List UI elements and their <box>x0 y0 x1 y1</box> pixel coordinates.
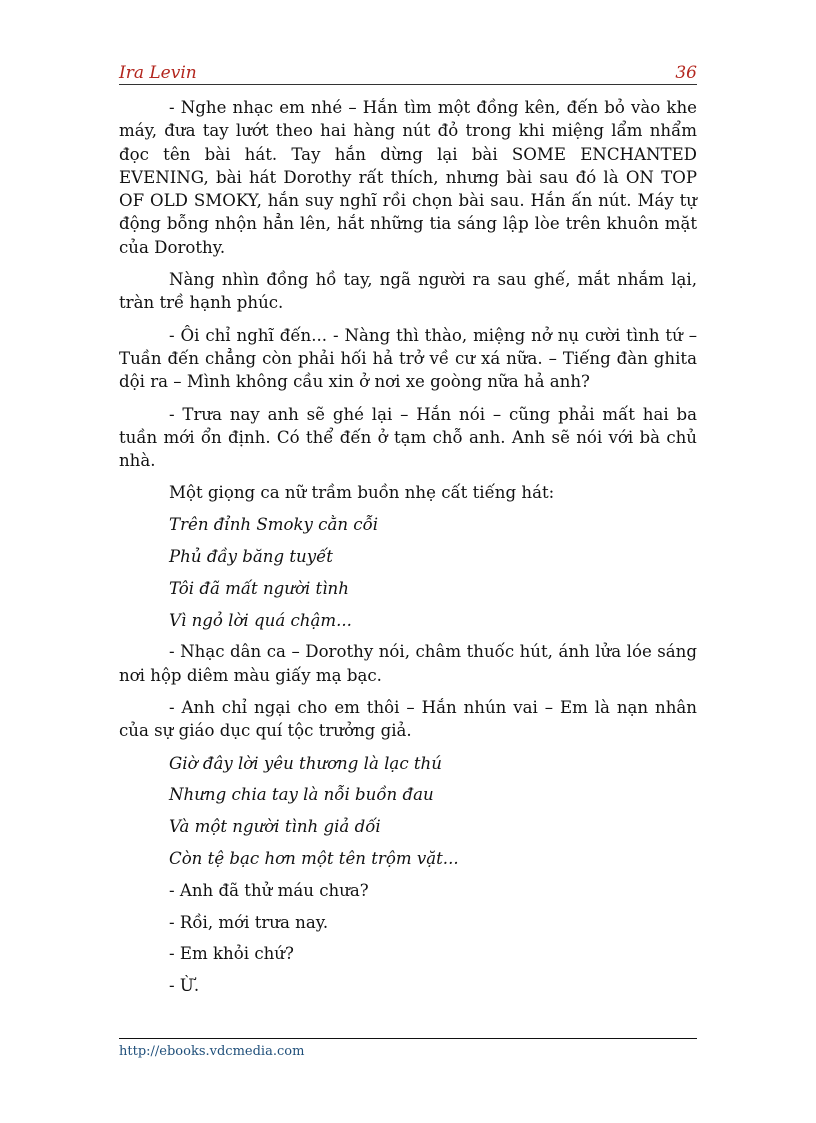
dialogue-line: - Anh đã thử máu chưa? <box>169 880 369 900</box>
header-page-number: 36 <box>675 63 697 83</box>
verse-line: Trên đỉnh Smoky cằn cỗi <box>169 515 379 535</box>
dialogue-line: - Rồi, mới trưa nay. <box>169 912 329 932</box>
page-header <box>119 56 697 85</box>
verse-line: Và một người tình giả dối <box>169 817 381 837</box>
dialogue-line: - Em khỏi chứ? <box>169 944 294 964</box>
footer-url[interactable]: http://ebooks.vdcmedia.com <box>119 1044 305 1059</box>
book-page <box>119 56 697 1066</box>
paragraph-jukebox: - Nghe nhạc em nhé – Hắn tìm một đồng kên, đến bỏ vào khe máy, đưa tay lướt theo hai hàng nút đỏ trong khi miệng lẩm nhẩm đọc tên bài hát. Tay hắn dừng lại bài SOME ENCHANTED EVENING, bài hát Dorothy rất thích, nhưng bài sau đó là ON TOP OF OLD SMOKY, hắn suy nghĩ rồi chọn bài sau. Hắn ấn nút. Máy tự động bỗng nhộn hẳn lên, hắt những tia sáng lập lòe trên khuôn mặt của Dorothy. <box>119 98 697 257</box>
paragraph-whisper: - Ôi chỉ nghĩ đến... - Nàng thì thào, miệng nở nụ cười tình tứ – Tuần đến chẳng còn phải hối hả trở về cư xá nữa. – Tiếng đàn ghita dội ra – Mình không cầu xin ở nơi xe goòng nữa hả anh? <box>119 325 697 392</box>
paragraph-watch: Nàng nhìn đồng hồ tay, ngã người ra sau ghế, mắt nhắm lại, tràn trề hạnh phúc. <box>119 270 697 313</box>
paragraph-folk-music: - Nhạc dân ca – Dorothy nói, châm thuốc hút, ánh lửa lóe sáng nơi hộp diêm màu giấy mạ bạc. <box>119 642 697 685</box>
verse-line: Giờ đây lời yêu thương là lạc thú <box>169 753 442 773</box>
header-author: Ira Levin <box>119 63 197 83</box>
dialogue-line: - Ừ. <box>169 976 200 996</box>
verse-line: Tôi đã mất người tình <box>169 578 349 598</box>
verse-line: Còn tệ bạc hơn một tên trộm vặt... <box>169 849 459 869</box>
page-content <box>119 96 697 1006</box>
verse-line: Vì ngỏ lời quá chậm... <box>169 610 352 630</box>
paragraph-noon-visit: - Trưa nay anh sẽ ghé lại – Hắn nói – cũng phải mất hai ba tuần mới ổn định. Có thể đến ở tạm chỗ anh. Anh sẽ nói với bà chủ nhà. <box>119 404 697 471</box>
verse-line: Nhưng chia tay là nỗi buồn đau <box>169 785 434 805</box>
footer-divider <box>119 1038 697 1039</box>
paragraph-shrug: - Anh chỉ ngại cho em thôi – Hắn nhún vai – Em là nạn nhân của sự giáo dục quí tộc trưởng giả. <box>119 698 697 741</box>
paragraph-singer: Một giọng ca nữ trầm buồn nhẹ cất tiếng hát: <box>169 483 555 503</box>
verse-line: Phủ đầy băng tuyết <box>169 547 333 567</box>
